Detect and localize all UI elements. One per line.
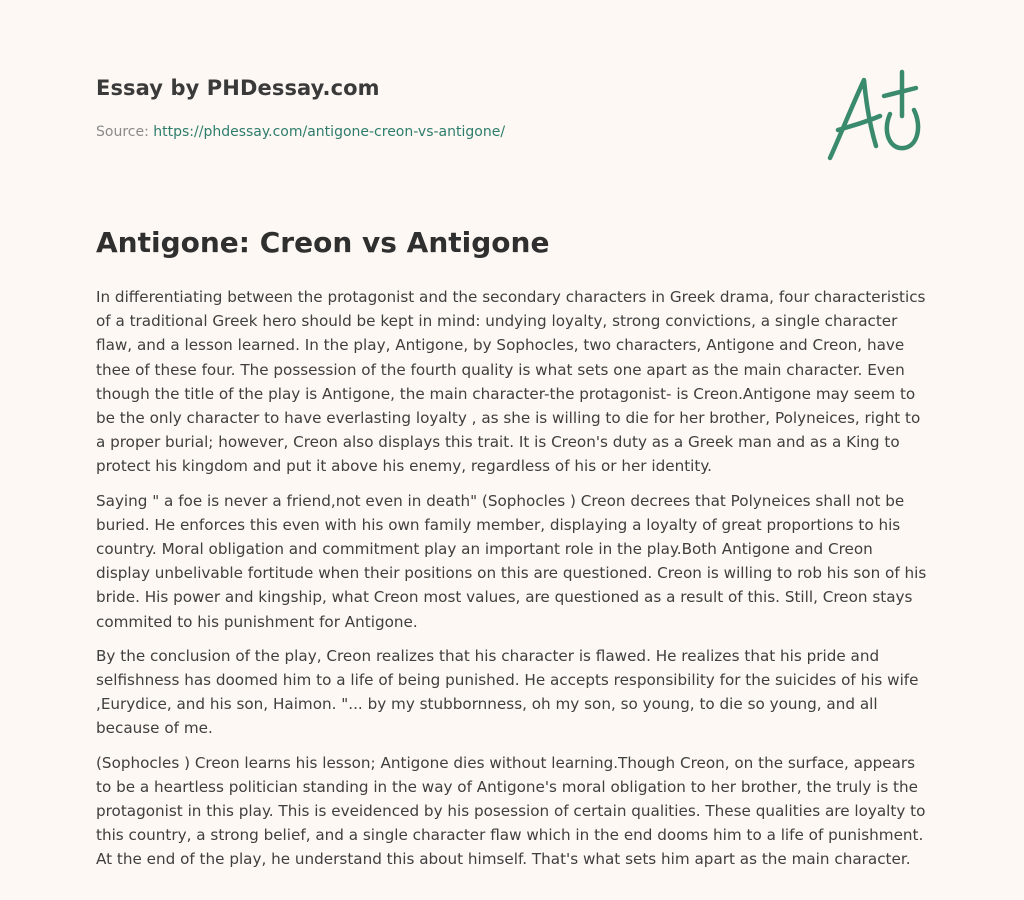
- essay-paragraph: Saying " a foe is never a friend,not even in death" (Sophocles ) Creon decrees that Polyneices shall not be buried. He enforces this even with his own family member, displaying a loyalty of great proportions to his country. Moral obligation and commitment play an important role in the play.Both Antigone and Creon display unbelivable fortitude when their positions on this are questioned. Creon is willing to rob his son of his bride. His power and kingship, what Creon most values, are questioned as a result of this. Still, Creon stays commited to his punishment for Antigone.: [96, 491, 927, 631]
- essay-paragraph: (Sophocles ) Creon learns his lesson; Antigone dies without learning.Though Creon, on the surface, appears to be a heartless politician standing in the way of Antigone's moral obligation to her brother, the truly is the protagonist in this play. This is eveidenced by his posession of certain qualities. These qualities are loyalty to this country, a strong belief, and a single character flaw which in the end dooms him to a life of punishment. At the end of the play, he understand this about himself. That's what sets him apart as the main character.: [96, 753, 926, 869]
- source-link[interactable]: https://phdessay.com/antigone-creon-vs-antigone/: [153, 124, 506, 140]
- essay-body: [96, 285, 930, 882]
- essay-title: Antigone: Creon vs Antigone: [96, 226, 550, 259]
- essay-paragraph: In differentiating between the protagonist and the secondary characters in Greek drama, four characteristics of a traditional Greek hero should be kept in mind: undying loyalty, strong convictions, a single character flaw, and a lesson learned. In the play, Antigone, by Sophocles, two characters, Antigone and Creon, have thee of these four. The possession of the fourth quality is what sets one apart as the main character. Even though the title of the play is Antigone, the main character-the protagonist- is Creon.Antigone may seem to be the only character to have everlasting loyalty , as she is willing to die for her brother, Polyneices, right to a proper burial; however, Creon also displays this trait. It is Creon's duty as a Greek man and as a King to protect his kingdom and put it above his enemy, regardless of his or her identity.: [96, 288, 926, 476]
- a-plus-logo-icon: [818, 66, 930, 166]
- source-label: Source:: [96, 124, 154, 140]
- essay-paragraph: By the conclusion of the play, Creon realizes that his character is flawed. He realizes that his pride and selfishness has doomed him to a life of being punished. He accepts responsibility for the suicides of his wife ,Eurydice, and his son, Haimon. "... by my stubbornness, oh my son, so young, to die so young, and all because of me.: [96, 646, 919, 738]
- source-line: [96, 124, 505, 140]
- site-title: Essay by PHDessay.com: [96, 76, 380, 100]
